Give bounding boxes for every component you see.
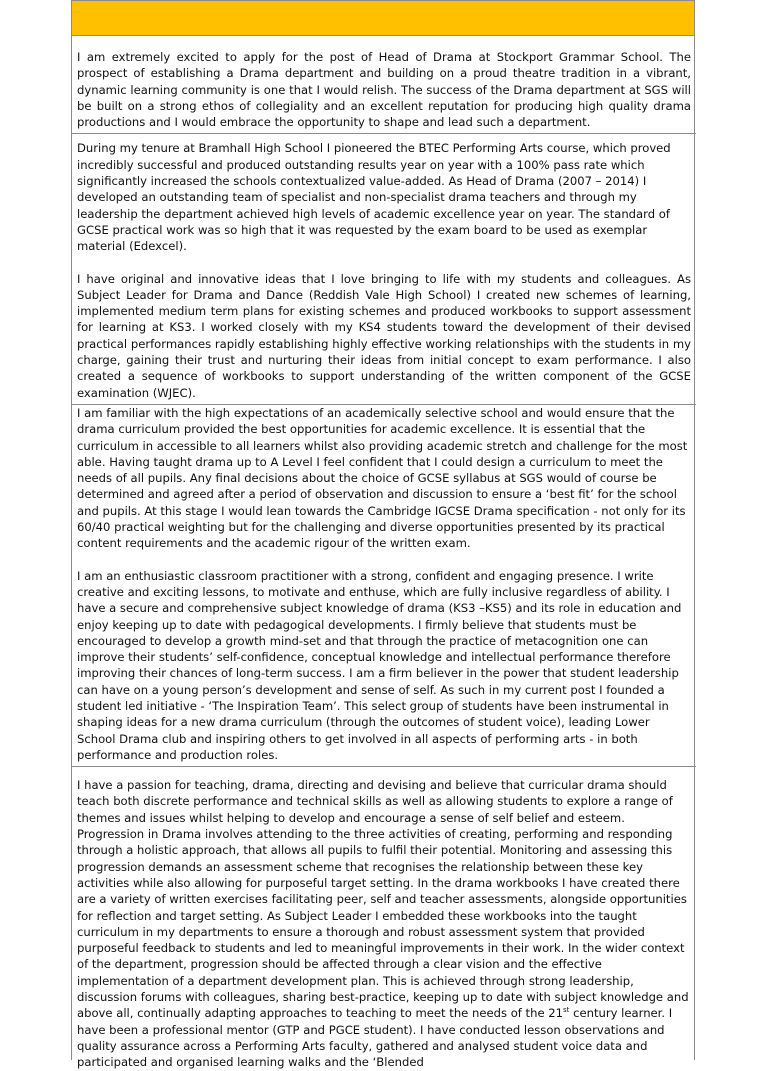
letter-frame (71, 0, 695, 1070)
divider (72, 766, 696, 767)
paragraph-curriculum: I am familiar with the high expectations of an academically selective school and would ensure that the drama curriculum provided the best opportunities for academic excellence. It is essential that the curriculum in accessible to all learners whilst also providing academic stretch and challenge for the most able. Having taught drama up to A Level I feel confident that I could design a curriculum to meet the needs of all pupils. Any final decisions about the choice of GCSE syllabus at SGS would of course be determined and agreed after a period of observation and discussion to ensure a ‘best fit’ for the school and pupils. At this stage I would lean towards the Cambridge IGCSE Drama specification - not only for its 60/40 practical weighting but for the challenging and diverse opportunities presented by its practical content requirements and the academic rigour of the written exam. (77, 405, 688, 551)
letter-body (77, 49, 691, 1071)
paragraph-bramhall: During my tenure at Bramhall High School I pioneered the BTEC Performing Arts course, which proved incredibly successful and produced outstanding results year on year with a 100% pass rate which significantly increased the schools contextualized value-added. As Head of Drama (2007 – 2014) I developed an outstanding team of specialist and non-specialist drama teachers and through my leadership the department achieved high levels of academic excellence year on year. The standard of GCSE practical work was so high that it was requested by the exam board to be used as exemplar material (Edexcel). (77, 141, 671, 254)
passion-text-start: I have a passion for teaching, drama, directing and devising and believe that curricular drama should teach both discrete performance and technical skills as well as allowing students to explore a range of themes and issues whilst helping to develop and encourage a sense of self belief and esteem. Progression in Drama involves attending to the three activities of creating, performing and responding through a holistic approach, that allows all pupils to fulfil their potential. Monitoring and assessing this progression demands an assessment scheme that recognises the relationship between these key activities while also allowing for purposeful target setting. In the drama workbooks I have created there are a variety of written exercises facilitating peer, self and teacher assessments, alongside opportunities for reflection and target setting. As Subject Leader I embedded these workbooks into the taught curriculum in my departments to ensure a thorough and robust assessment system that provided purposeful feedback to students and led to meaningful improvements in their work. In the wider context of the department, progression should be affected through a clear vision and the effective implementation of a department development plan. This is achieved through strong leadership, discussion forums with colleagues, sharing best-practice, keeping up to date with subject knowledge and above all, continually adapting approaches to teaching to meet the needs of the 21 (77, 778, 689, 1021)
divider (72, 133, 696, 134)
ordinal-superscript: st (563, 1006, 570, 1015)
passion-text-end: century learner. I have been a professional mentor (GTP and PGCE student). I have conducted lesson observations and quality assurance across a Performing Arts faculty, gathered and analysed student voice data and participated and organised learning walks and the ‘Blended (77, 1006, 673, 1070)
paragraph-passion (77, 777, 691, 1070)
paragraph-innovative-ideas: I have original and innovative ideas that I love bringing to life with my students and colleagues. As Subject Leader for Drama and Dance (Reddish Vale High School) I created new schemes of learning, implemented medium term plans for existing schemes and produced workbooks to support assessment for learning at KS3. I worked closely with my KS4 students toward the development of their devised practical performances rapidly establishing highly effective working relationships with the students in my charge, gaining their trust and nurturing their ideas from initial concept to exam performance. I also created a sequence of workbooks to support understanding of the written component of the GCSE examination (WJEC). (77, 271, 691, 400)
paragraph-classroom: I am an enthusiastic classroom practitioner with a strong, confident and engaging presence. I write creative and exciting lessons, to motivate and enthuse, which are fully inclusive regardless of ability. I have a secure and comprehensive subject knowledge of drama (KS3 –KS5) and its role in education and enjoy keeping up to date with pedagogical developments. I firmly believe that students must be encouraged to develop a growth mind-set and that through the practice of metacognition one can improve their students’ self-confidence, conceptual knowledge and intellectual performance therefore improving their chances of long-term success. I am a firm believer in the power that student leadership can have on a young person’s development and sense of self. As such in my current post I founded a student led initiative - ‘The Inspiration Team’. This select group of students have been instrumental in shaping ideas for a new drama curriculum (through the outcomes of student voice), leading Lower School Drama club and inspiring others to get involved in all aspects of performing arts - in both performance and production roles. (77, 568, 682, 762)
paragraph-intro: I am extremely excited to apply for the post of Head of Drama at Stockport Grammar School. The prospect of establishing a Drama department and building on a proud theatre tradition in a vibrant, dynamic learning community is one that I would relish. The success of the Drama department at SGS will be built on a strong ethos of collegiality and an excellent reputation for producing high quality drama productions and I would embrace the opportunity to shape and lead such a department. (77, 50, 691, 130)
header-bar (72, 0, 694, 36)
